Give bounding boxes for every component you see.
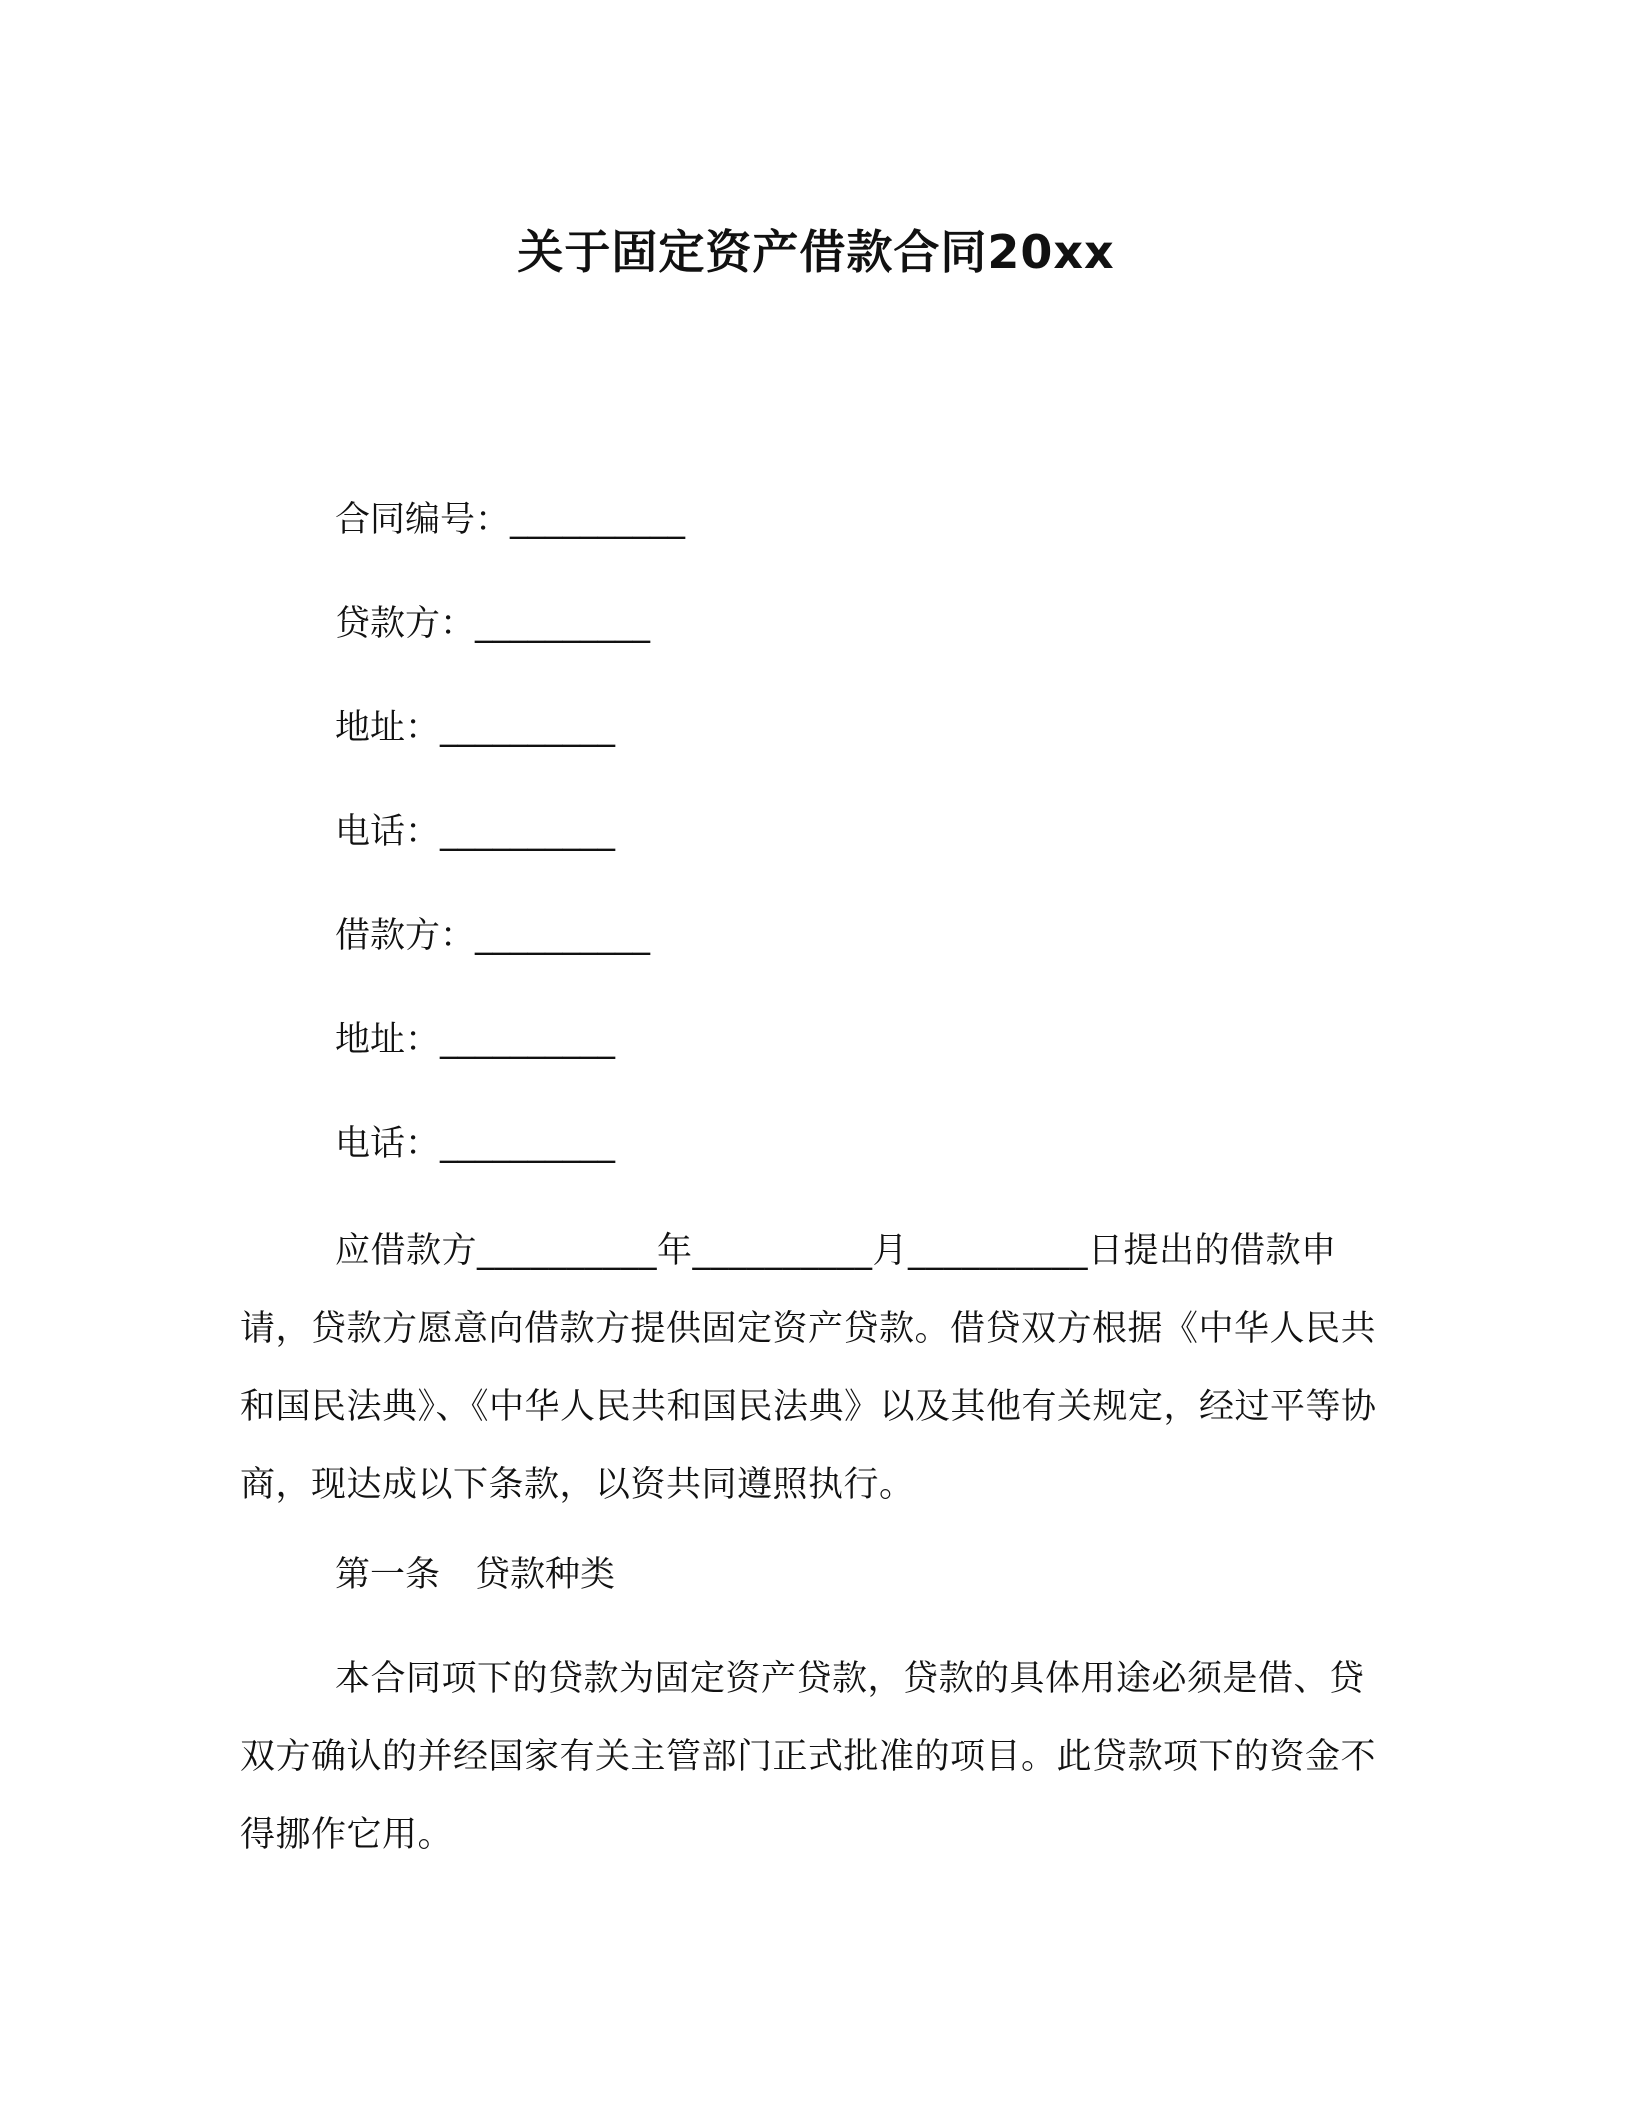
- article-1-heading: 第一条 贷款种类: [335, 1555, 616, 1595]
- field-blank: __________: [440, 1020, 616, 1060]
- field-label: 合同编号：: [335, 500, 511, 540]
- lender-field: [335, 599, 685, 703]
- document-title: 关于固定资产借款合同20xx: [517, 225, 1115, 279]
- field-blank: __________: [475, 916, 651, 956]
- field-blank: __________: [440, 708, 616, 748]
- article-1-paragraph: 本合同项下的贷款为固定资产贷款，贷款的具体用途必须是借、贷双方确认的并经国家有关主管部门正式批准的项目。此贷款项下的资金不得挪作它用。: [240, 1659, 1377, 1855]
- field-blank: __________: [440, 812, 616, 852]
- borrower-field: [335, 911, 685, 1015]
- field-label: 地址：: [335, 1020, 441, 1060]
- field-label: 借款方：: [335, 916, 476, 956]
- field-blank: __________: [475, 604, 651, 644]
- contract-info-fields: [335, 495, 685, 1223]
- lender-phone-field: [335, 807, 685, 911]
- contract-number-field: [335, 495, 685, 599]
- field-label: 地址：: [335, 708, 441, 748]
- field-label: 电话：: [335, 1124, 441, 1164]
- field-label: 贷款方：: [335, 604, 476, 644]
- preamble-paragraph: 应借款方__________年__________月__________日提出的借款申请，贷款方愿意向借款方提供固定资产贷款。借贷双方根据《中华人民共和国民法典》、《中华人民共和国民法典》以及其他有关规定，经过平等协商，现达成以下条款，以资共同遵照执行。: [240, 1231, 1377, 1505]
- lender-address-field: [335, 703, 685, 807]
- borrower-phone-field: [335, 1119, 685, 1223]
- field-blank: __________: [510, 500, 686, 540]
- field-label: 电话：: [335, 812, 441, 852]
- borrower-address-field: [335, 1015, 685, 1119]
- field-blank: __________: [440, 1124, 616, 1164]
